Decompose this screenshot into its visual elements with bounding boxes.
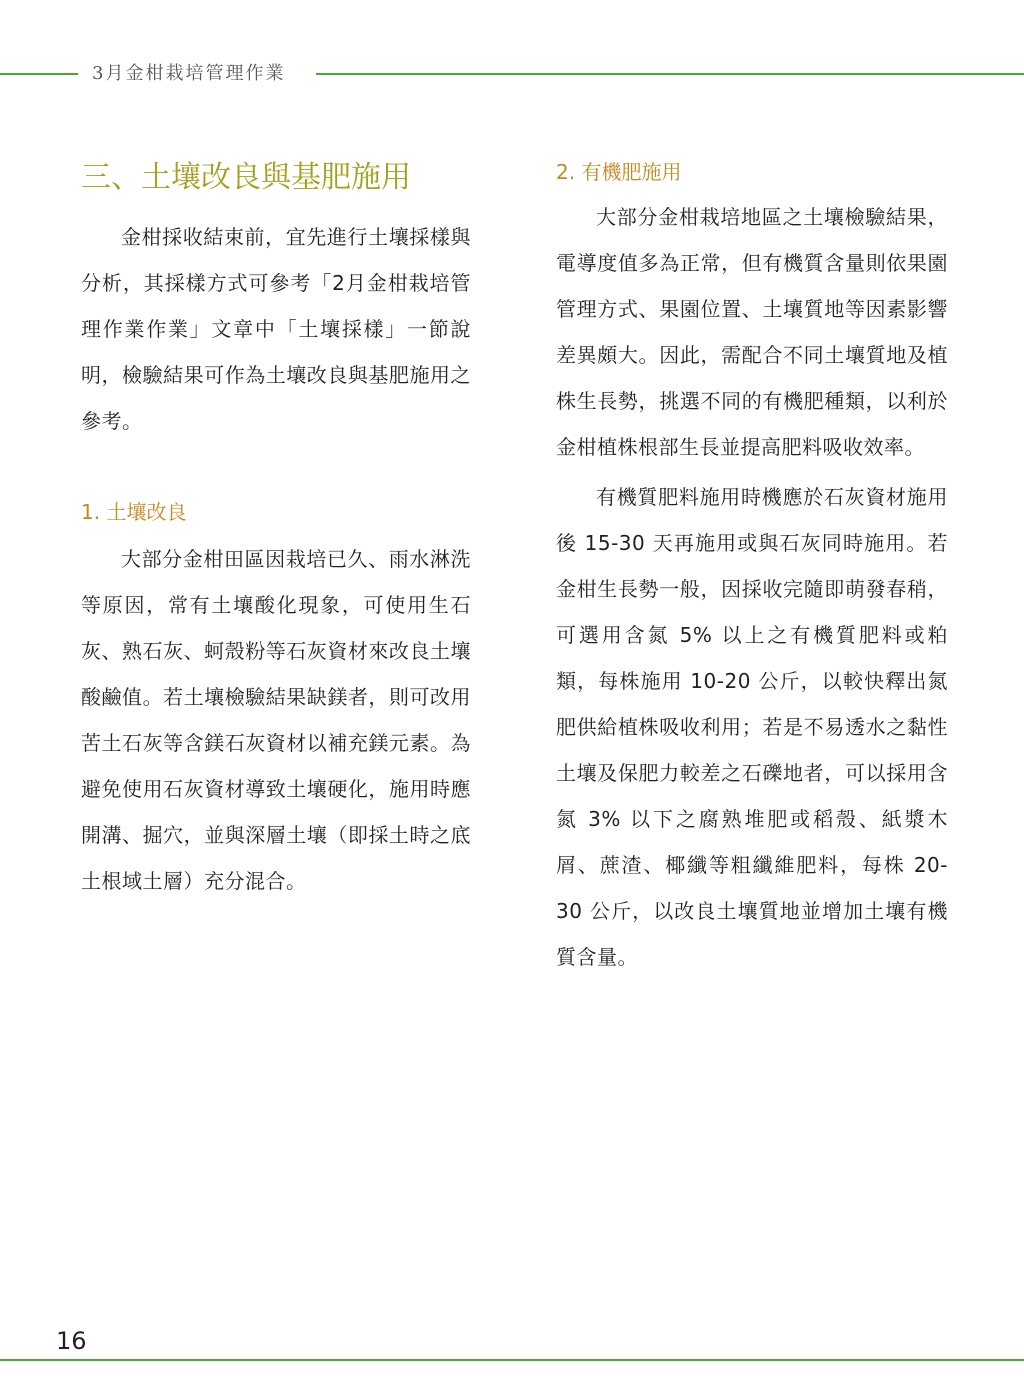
subheading-organic-fertilizer: 2. 有機肥施用	[556, 160, 682, 184]
header-title: 3月金柑栽培管理作業	[92, 63, 286, 84]
left-column	[81, 152, 471, 904]
intro-paragraph: 金柑採收結束前，宜先進行土壤採樣與分析，其採樣方式可參考「2月金柑栽培管理作業作業」文章中「土壤採樣」一節說明，檢驗結果可作為土壤改良與基肥施用之參考。	[81, 225, 471, 433]
paragraph-organic-fertilizer: 大部分金柑栽培地區之土壤檢驗結果，電導度值多為正常，但有機質含量則依果園管理方式、果園位置、土壤質地等因素影響差異頗大。因此，需配合不同土壤質地及植株生長勢，挑選不同的有機肥種類，以利於金柑植株根部生長並提高肥料吸收效率。	[556, 205, 948, 459]
section-heading: 三、土壤改良與基肥施用	[81, 160, 411, 195]
subheading-soil-improvement: 1. 土壤改良	[81, 500, 187, 524]
paragraph-application-timing: 有機質肥料施用時機應於石灰資材施用後 15-30 天再施用或與石灰同時施用。若金柑生長勢一般，因採收完隨即萌發春稍，可選用含氮 5% 以上之有機質肥料或粕類，每株施用 10-20 公斤，以較快釋出氮肥供給植株吸收利用；若是不易透水之黏性土壤及保肥力較差之石礫地者，可以採用含氮 3% 以下之腐熟堆肥或稻殼、紙漿木屑、蔗渣、椰纖等粗纖維肥料，每株 20-30 公斤，以改良土壤質地並增加土壤有機質含量。	[556, 485, 948, 969]
footer-rule	[0, 1359, 1024, 1361]
header-rule-right	[316, 73, 1024, 75]
paragraph-soil-improvement: 大部分金柑田區因栽培已久、雨水淋洗等原因，常有土壤酸化現象，可使用生石灰、熟石灰、蚵殼粉等石灰資材來改良土壤酸鹼值。若土壤檢驗結果缺鎂者，則可改用苦土石灰等含鎂石灰資材以補充鎂元素。為避免使用石灰資材導致土壤硬化，施用時應開溝、掘穴，並與深層土壤（即採土時之底土根域土層）充分混合。	[81, 547, 471, 893]
running-header	[0, 60, 1024, 88]
right-column	[556, 152, 948, 980]
header-rule-left	[0, 73, 78, 75]
page-number: 16	[56, 1327, 87, 1355]
